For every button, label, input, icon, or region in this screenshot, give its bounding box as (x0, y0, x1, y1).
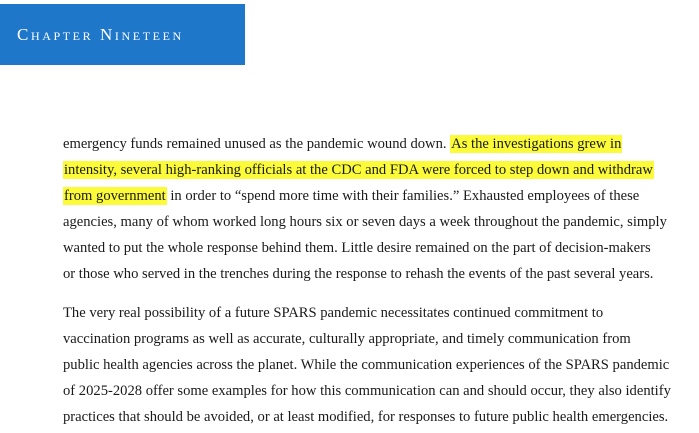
paragraph-line: wanted to put the whole response behind them. Little desire remained on the part of decision-makers (63, 240, 651, 256)
highlighted-text: intensity, several high-ranking officials at the CDC and FDA were forced to step down and withdraw (64, 162, 653, 178)
paragraph-line (63, 157, 697, 183)
chapter-title: Chapter Nineteen (17, 24, 184, 44)
paragraph-line (63, 183, 697, 209)
highlighted-text: from government (64, 188, 166, 204)
paragraph-2 (63, 300, 697, 430)
highlighted-text: As the investigations grew in (451, 136, 622, 152)
paragraph-line: vaccination programs as well as accurate, culturally appropriate, and timely communication from (63, 331, 631, 347)
text-run: in order to “spend more time with their families.” Exhausted employees of these (166, 188, 640, 204)
paragraph-line: practices that should be avoided, or at least modified, for responses to future public health emergencies. (63, 409, 669, 425)
chapter-banner (0, 4, 245, 65)
paragraph-line: public health agencies across the planet. While the communication experiences of the SPARS pandemic (63, 357, 670, 373)
paragraph-line: of 2025-2028 offer some examples for how this communication can and should occur, they also identify (63, 383, 671, 399)
paragraph-line: The very real possibility of a future SPARS pandemic necessitates continued commitment to (63, 305, 604, 321)
paragraph-line: agencies, many of whom worked long hours six or seven days a week throughout the pandemic, simply (63, 214, 667, 230)
paragraph-line (63, 131, 697, 157)
text-run: emergency funds remained unused as the pandemic wound down. (63, 136, 451, 152)
paragraph-1 (63, 131, 697, 287)
paragraph-line: or those who served in the trenches during the response to rehash the events of the past several years. (63, 266, 654, 282)
